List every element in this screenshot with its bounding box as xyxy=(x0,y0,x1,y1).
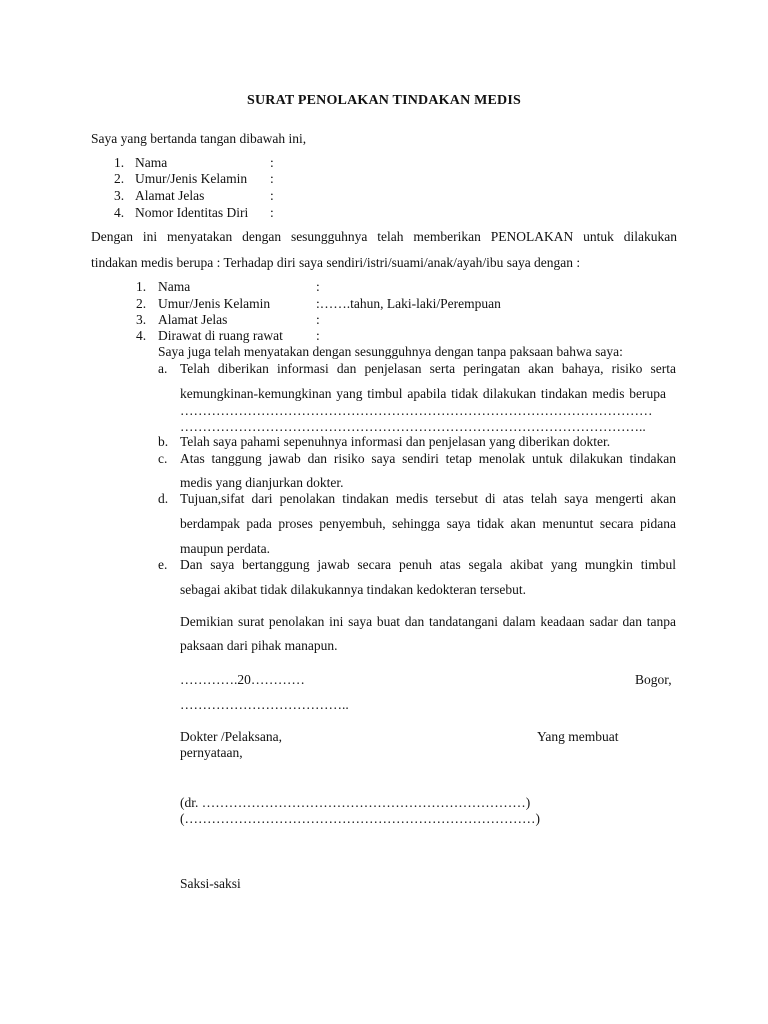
list-item-number: 3. xyxy=(114,188,125,203)
closing-text: paksaan dari pihak manapun. xyxy=(180,638,338,653)
item-letter: b. xyxy=(158,434,169,449)
field-colon: : xyxy=(270,171,274,186)
item-letter: c. xyxy=(158,451,168,466)
statement-line: Dengan ini menyatakan dengan sesungguhnya telah memberikan PENOLAKAN untuk dilakukan xyxy=(91,229,677,244)
date-dots: ……………………………….. xyxy=(180,697,349,712)
list-item-number: 4. xyxy=(114,205,125,220)
field-value: : xyxy=(316,279,320,294)
date-line: ………….20………… xyxy=(180,672,305,687)
field-value: :…….tahun, Laki-laki/Perempuan xyxy=(316,296,501,311)
item-e-text: sebagai akibat tidak dilakukannya tindakan kedokteran tersebut. xyxy=(180,582,527,597)
field-label-ruang: Dirawat di ruang rawat xyxy=(158,328,283,343)
item-e-text: Dan saya bertanggung jawab secara penuh atas segala akibat yang mungkin timbul xyxy=(180,557,676,572)
item-d-text: Tujuan,sifat dari penolakan tindakan medis tersebut di atas telah saya mengerti akan xyxy=(180,491,676,506)
statement-line: tindakan medis berupa : Terhadap diri saya sendiri/istri/suami/anak/ayah/ibu saya dengan : xyxy=(91,255,581,270)
field-colon: : xyxy=(270,155,274,170)
field-label-identitas: Nomor Identitas Diri xyxy=(135,205,249,220)
city-label: Bogor, xyxy=(635,672,672,687)
doctor-signature-line: (dr. ………………………………………………………………) xyxy=(180,795,531,810)
item-letter: e. xyxy=(158,557,168,572)
field-colon: : xyxy=(270,205,274,220)
item-b-text: Telah saya pahami sepenuhnya informasi dan penjelasan yang diberikan dokter. xyxy=(180,434,611,449)
doctor-label: Dokter /Pelaksana, xyxy=(180,729,282,744)
also-statement: Saya juga telah menyatakan dengan sesungguhnya dengan tanpa paksaan bahwa saya: xyxy=(158,344,623,359)
field-value: : xyxy=(316,312,320,327)
list-item-number: 4. xyxy=(136,328,147,343)
item-a-dots: ………………………………………………………………………………………….. xyxy=(180,419,646,434)
item-c-text: medis yang dianjurkan dokter. xyxy=(180,475,344,490)
field-label-alamat: Alamat Jelas xyxy=(135,188,205,203)
list-item-number: 3. xyxy=(136,312,147,327)
field-label-alamat: Alamat Jelas xyxy=(158,312,228,327)
field-label-nama: Nama xyxy=(135,155,168,170)
field-colon: : xyxy=(270,188,274,203)
maker-signature-line: (……………………………………………………………………) xyxy=(180,811,540,826)
item-letter: a. xyxy=(158,361,168,376)
item-a-text: Telah diberikan informasi dan penjelasan serta peringatan akan bahaya, risiko serta xyxy=(180,361,676,376)
item-a-dots: …………………………………………………………………………………………… xyxy=(180,403,653,418)
list-item-number: 2. xyxy=(114,171,125,186)
list-item-number: 1. xyxy=(136,279,147,294)
list-item-number: 1. xyxy=(114,155,125,170)
item-d-text: maupun perdata. xyxy=(180,541,270,556)
item-d-text: berdampak pada proses penyembuh, sehingga saya tidak akan menuntut secara pidana xyxy=(180,516,676,531)
item-a-text: kemungkinan-kemungkinan yang timbul apabila tidak dilakukan tindakan medis berupa xyxy=(180,386,666,401)
field-label-nama: Nama xyxy=(158,279,191,294)
maker-label: Yang membuat xyxy=(537,729,619,744)
intro-text: Saya yang bertanda tangan dibawah ini, xyxy=(91,131,307,146)
item-c-text: Atas tanggung jawab dan risiko saya sendiri tetap menolak untuk dilakukan tindakan xyxy=(180,451,676,466)
field-label-umur: Umur/Jenis Kelamin xyxy=(135,171,248,186)
field-label-umur: Umur/Jenis Kelamin xyxy=(158,296,271,311)
field-value: : xyxy=(316,328,320,343)
witnesses-label: Saksi-saksi xyxy=(180,876,241,891)
closing-text: Demikian surat penolakan ini saya buat dan tandatangani dalam keadaan sadar dan tanpa xyxy=(180,614,676,629)
list-item-number: 2. xyxy=(136,296,147,311)
document-title: SURAT PENOLAKAN TINDAKAN MEDIS xyxy=(247,93,521,108)
item-letter: d. xyxy=(158,491,169,506)
maker-label-continued: pernyataan, xyxy=(180,745,243,760)
